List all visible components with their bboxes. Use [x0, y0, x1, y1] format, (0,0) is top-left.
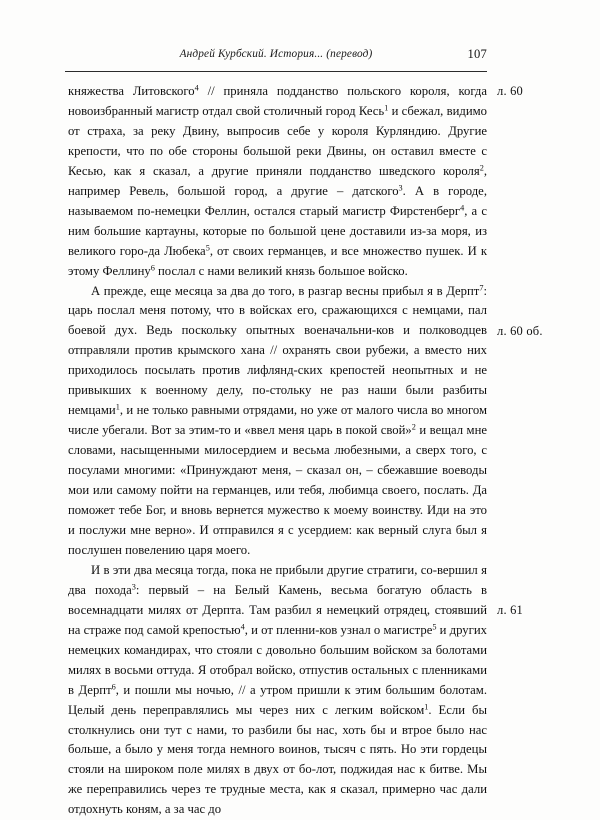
footnote-marker: 1 [424, 702, 429, 712]
footnote-marker: 3 [131, 582, 136, 592]
margin-note-folio: л. 60 об. [497, 324, 543, 338]
footnote-marker: 5 [432, 622, 437, 632]
footnote-marker: 2 [479, 163, 484, 173]
footnote-marker: 5 [205, 243, 210, 253]
footnote-marker: 6 [150, 263, 155, 273]
footnote-marker: 3 [398, 183, 403, 193]
footnote-marker: 1 [384, 103, 389, 113]
header-rule [65, 71, 487, 72]
footnote-marker: 4 [460, 203, 465, 213]
paragraph-1: княжества Литовского$^4$ // приняла подданство польского короля, когда новоизбранный магистр отдал свой столичный город Кесь$^1$ и сбежал, видимо от страха, за реку Двину, выпросив себе у короля Курляндию. Другие крепости, что по обе стороны большой реки Двины, он оставил вместе с Кесью, как я сказал, а другие приняли подданство шведского короля$^2$, например Ревель, большой город, а другие – датского$^3$. А в городе, называемом по-немецки Феллин, остался старый магистр Фирстенберг$^4$, а с ним большие картауны, которые по большой цене доставили из-за моря, из великого горо-да Любека$^5$, от своих германцев, и все множество пушек. И к этому Феллину$^6$ послал с нами великий князь большое войско. [68, 83, 487, 278]
paragraph-3: И в эти два месяца тогда, пока не прибыли другие стратиги, со-вершил я два похода$^3$: первый – на Белый Камень, весьма богатую область в восемнадцати милях от Дерпта. Там разбил я немецкий отрядец, стоявший на страже под самой крепостью$^4$, и от пленни-ков узнал о магистре$^5$ и других немецких командирах, что стояли с довольно большим войском за болотами милях в восьми оттуда. Я отобрал войско, отпустив остальных с пленниками в Дерпт$^6$, и пошли мы ночью, // а утром пришли к этим большим болотам. Целый день переправлялись мы через них с легким войском$^1$. Если бы столкнулись они тут с нами, то разбили бы нас, хоть бы и втрое было нас больше, а было у меня тогда немного воинов, тысяч с пять. Но эти гордецы стояли на широком поле милях в двух от бо-лот, поджидая нас к битве. Мы же переправились через те трудные места, как я сказал, примерно час дали отдохнуть коням, а за час до [68, 562, 488, 817]
body-text-column [68, 82, 487, 820]
footnote-marker: 2 [411, 422, 416, 432]
margin-note-folio: л. 61 [497, 603, 523, 617]
footnote-marker: 1 [115, 402, 120, 412]
page-number: 107 [467, 47, 487, 61]
running-head [65, 48, 487, 68]
running-head-title: Андрей Курбский. История... (перевод) [179, 48, 373, 60]
margin-note-folio: л. 60 [497, 84, 523, 98]
footnote-marker: 4 [194, 83, 199, 93]
footnote-marker: 4 [240, 622, 245, 632]
footnote-marker: 7 [479, 283, 484, 293]
paragraph-2: А прежде, еще месяца за два до того, в разгар весны прибыл я в Дерпт$^7$: царь послал меня потому, что в войсках его, сражающихся с немцами, пал боевой дух. Ведь поскольку опытных военачальни-ков и полководцев отправляли против крымского хана // охранять свои рубежи, а вместо них приходилось посылать против лифлянд-ских крепостей неопытных и не привыкших к военному делу, по-стольку не раз наши были разбиты немцами$^1$, и не только равными отрядами, но уже от малого числа во многом числе убегали. Вот за этим-то и «ввел меня царь в покой свой»$^2$ и вещал мне словами, насыщенными милосердием и весьма любезными, а сверх того, с посулами многими: «Принуждают меня, – сказал он, – сбежавшие воеводы мои или самому пойти на германцев, или тебя, любимца своего, послать. Да поможет тебе Бог, и вновь вернется мужество к моему воинству. Иди на это и послужи мне верно». И отправился я с усердием: как верный слуга был я послушен повелению царя моего. [68, 283, 487, 557]
footnote-marker: 6 [111, 682, 116, 692]
